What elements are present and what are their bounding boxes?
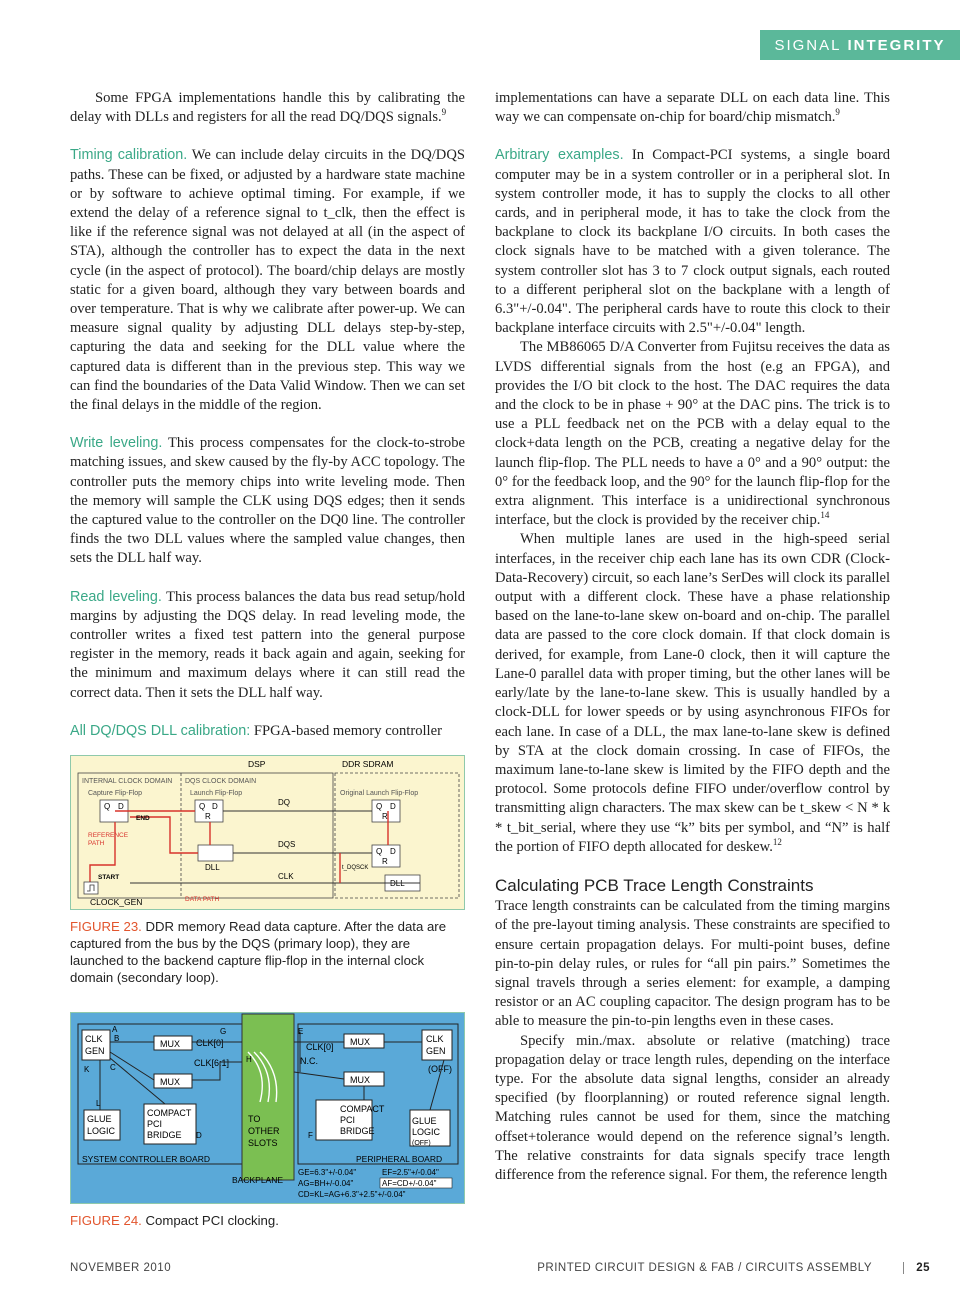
all-dll-paragraph: All DQ/DQS DLL calibration: FPGA-based memory controller — [70, 722, 442, 739]
svg-text:C: C — [110, 1063, 116, 1073]
figure-23-label: FIGURE 23. — [70, 919, 142, 935]
svg-text:MUX: MUX — [350, 1075, 370, 1086]
trace-paragraph: Trace length constraints can be calculated from the timing margins of the pre-layout timing analysis. These constraints are specified to ensure certain propagation delays. For multi-point buses, define pin-to-pin delay rules, or rules for “all pin pairs.” Sometimes the signal travels through a series element: for example, a damping resistor or an AC coupling capacitor. The design program has to be able to measure the pin-to-pin lengths even in these cases. — [495, 898, 890, 1030]
svg-text:START: START — [98, 874, 120, 882]
right-intro-paragraph: implementations can have a separate DLL on each data line. This way we can compensate on-chip for board/chip mismatch.$^9$ — [495, 90, 890, 126]
svg-text:H: H — [246, 1055, 252, 1065]
svg-text:Q: Q — [376, 847, 383, 857]
svg-text:LOGIC: LOGIC — [412, 1127, 441, 1138]
svg-text:MUX: MUX — [160, 1039, 180, 1050]
svg-text:CD=KL=AG+6.3"+2.5"+/-0.04": CD=KL=AG+6.3"+2.5"+/-0.04" — [298, 1190, 406, 1200]
left-column — [70, 89, 465, 1229]
svg-text:CLOCK_GEN: CLOCK_GEN — [90, 897, 143, 908]
svg-text:INTERNAL CLOCK DOMAIN: INTERNAL CLOCK DOMAIN — [82, 778, 173, 786]
section-tab — [760, 30, 960, 60]
svg-text:Q: Q — [104, 802, 111, 812]
svg-text:DATA PATH: DATA PATH — [185, 896, 220, 904]
figure-24-diagram — [70, 1012, 465, 1204]
svg-text:PCI: PCI — [147, 1119, 163, 1130]
svg-text:BRIDGE: BRIDGE — [147, 1130, 182, 1141]
svg-text:D: D — [390, 802, 396, 812]
svg-text:LOGIC: LOGIC — [87, 1126, 116, 1137]
svg-text:K: K — [84, 1065, 90, 1075]
figure-24-caption: FIGURE 24. Compact PCI clocking. — [70, 1213, 279, 1229]
svg-text:B: B — [114, 1034, 120, 1044]
svg-text:PCI: PCI — [340, 1115, 356, 1126]
svg-text:DQS: DQS — [278, 840, 296, 850]
lanes-paragraph: When multiple lanes are used in the high-speed serial interfaces, in the receiver chip each lane has its own CDR (Clock-Data-Recovery) circuit, so each lane’s SerDes will clock its parallel output with a different clock. These have a phase relationship based on the lane-to-lane skew on-board and on-chip. The parallel data are passed to the core clock domain. If that clock domain is derived, for example, from Lane-0 clock, then it will capture the Lane-0 parallel data with proper timing, but the other lanes will be early/late by the lane-to-lane skew. This is usually handled by a clock-DLL for lower speeds or by using asynchronous FIFOs for each lane. In case of a DLL, the max lane-to-lane skew is defined by STA at the clock domain crossing. In case of FIFOs, the maximum lane-to-lane skew is limited by the FIFO depth and the protocol. Some protocols define FIFO under/overflow control by transmitting align characters. The max skew can be t_skew < N * k * t_bit_serial, where they use “k” bits per symbol, and “N” is half the portion of FIFO depth allocated for deskew.$^{12}$ — [495, 531, 890, 855]
svg-text:AF=CD+/-0.04": AF=CD+/-0.04" — [382, 1179, 437, 1189]
svg-text:PERIPHERAL BOARD: PERIPHERAL BOARD — [356, 1154, 443, 1165]
section-tab-light: SIGNAL — [774, 36, 842, 54]
svg-text:R: R — [382, 812, 388, 822]
svg-text:GE=6.3"+/-0.04": GE=6.3"+/-0.04" — [298, 1168, 357, 1178]
read-paragraph: Read leveling. This process balances the data bus read setup/hold margins by adjusting the DQS delay. In read leveling mode, the controller writes a fixed test pattern into the general purpose register in the memory, reads it back again and again, seeking for the minimum and maximum delays where it can still read the correct data. Then it sets the DLL half way. — [70, 588, 465, 701]
svg-text:DQS CLOCK DOMAIN: DQS CLOCK DOMAIN — [185, 778, 257, 786]
all-dll-heading: All DQ/DQS DLL calibration: — [70, 722, 251, 739]
svg-text:CLK[6:1]: CLK[6:1] — [194, 1058, 230, 1069]
svg-text:SLOTS: SLOTS — [248, 1138, 278, 1149]
page-number: 25 — [903, 1262, 930, 1274]
right-column — [495, 89, 890, 1185]
svg-text:DLL: DLL — [205, 863, 220, 873]
section-heading: Calculating PCB Trace Length Constraints — [495, 875, 814, 895]
svg-text:TO: TO — [248, 1114, 261, 1125]
svg-text:GEN: GEN — [85, 1046, 105, 1057]
svg-text:PATH: PATH — [88, 840, 105, 848]
svg-text:t_DQSCK: t_DQSCK — [342, 865, 369, 872]
figure-23-diagram — [70, 755, 465, 910]
svg-text:BACKPLANE: BACKPLANE — [232, 1175, 284, 1186]
svg-text:R: R — [205, 812, 211, 822]
svg-text:R: R — [382, 857, 388, 867]
svg-text:CLK: CLK — [278, 872, 294, 882]
figure-24-label: FIGURE 24. — [70, 1213, 142, 1229]
intro-paragraph: Some FPGA implementations handle this by calibrating the delay with DLLs and registers for all the read DQ/DQS signals.$^9$ — [70, 90, 465, 126]
timing-heading: Timing calibration. — [70, 147, 188, 164]
svg-text:D: D — [118, 802, 124, 812]
svg-text:DLL: DLL — [390, 879, 405, 889]
arbitrary-heading: Arbitrary examples. — [495, 147, 624, 164]
svg-text:F: F — [308, 1131, 313, 1141]
svg-text:D: D — [196, 1131, 202, 1141]
svg-text:BRIDGE: BRIDGE — [340, 1126, 375, 1137]
svg-text:AG=BH+/-0.04": AG=BH+/-0.04" — [298, 1179, 354, 1189]
svg-text:N.C.: N.C. — [300, 1056, 318, 1067]
svg-text:Q: Q — [199, 802, 206, 812]
figure-23 — [70, 755, 465, 986]
read-heading: Read leveling. — [70, 588, 162, 605]
timing-paragraph: Timing calibration. We can include delay circuits in the DQ/DQS paths. These can be fixed, or adjusted by a hardware state machine or by software to achieve optimal timing. For example, if we extend the delay of a reference signal to t_clk, then the effect is like if the reference signal was not delayed at all (in the aspect of STA), although the controller has to expect the data in the next cycle (in the aspect of protocol). The board/chip delays are mostly static for a given board, although they vary between boards and over temperature. That is why we calibrate after power-up. We can measure signal quality by adjusting DLL delays step-by-step, capturing the data and seeking for the DLL value where the captured data is different than in the previous step. This way we can find the boundaries of the Data Valid Window. Then we can set the final delays in the middle of the region. — [70, 147, 465, 414]
svg-text:CLK: CLK — [426, 1034, 444, 1045]
svg-text:A: A — [112, 1025, 118, 1035]
svg-text:COMPACT: COMPACT — [147, 1108, 192, 1119]
svg-text:D: D — [390, 847, 396, 857]
svg-text:EF=2.5"+/-0.04": EF=2.5"+/-0.04" — [382, 1168, 439, 1178]
svg-text:Q: Q — [376, 802, 383, 812]
svg-text:GEN: GEN — [426, 1046, 446, 1057]
svg-text:(OFF): (OFF) — [412, 1140, 431, 1148]
svg-text:SYSTEM CONTROLLER BOARD: SYSTEM CONTROLLER BOARD — [82, 1154, 210, 1165]
svg-text:Launch Flip-Flop: Launch Flip-Flop — [190, 790, 243, 798]
svg-text:OTHER: OTHER — [248, 1126, 280, 1137]
svg-text:MUX: MUX — [160, 1077, 180, 1088]
svg-text:GLUE: GLUE — [87, 1114, 112, 1125]
svg-text:CLK: CLK — [85, 1034, 103, 1045]
specify-paragraph: Specify min./max. absolute or relative (matching) trace propagation delay or trace length rules, depending on the interface type. For the absolute data signal lengths, consider an already specified (by floorplanning) or routed reference signal length. Matching rules cannot be used for them, since the matching offset+tolerance would depend on the reference signal’s length. The relative constraints for data signals specify trace length difference from the reference signal. For them, the reference length — [495, 1032, 890, 1183]
svg-text:(OFF): (OFF) — [428, 1064, 452, 1075]
svg-text:Capture Flip-Flop: Capture Flip-Flop — [88, 790, 143, 798]
svg-text:REFERENCE: REFERENCE — [88, 832, 129, 840]
svg-text:CLK[0]: CLK[0] — [196, 1038, 224, 1049]
svg-text:END: END — [136, 815, 150, 823]
svg-text:DSP: DSP — [248, 759, 266, 770]
svg-text:DQ: DQ — [278, 798, 290, 808]
svg-text:G: G — [220, 1027, 227, 1037]
page-footer — [70, 1262, 930, 1274]
write-heading: Write leveling. — [70, 435, 163, 452]
svg-text:DDR SDRAM: DDR SDRAM — [342, 759, 394, 770]
section-tab-bold: INTEGRITY — [847, 36, 946, 54]
figure-23-caption: FIGURE 23. DDR memory Read data capture. After the data are captured from the bus by the DQS (primary loop), they are launched to the backend capture flip-flop in the internal clock domain (secondary loop). — [70, 919, 447, 986]
footer-publication: PRINTED CIRCUIT DESIGN & FAB / CIRCUITS ASSEMBLY — [537, 1262, 872, 1274]
svg-text:D: D — [212, 802, 218, 812]
svg-text:E: E — [298, 1027, 304, 1037]
svg-text:Original Launch Flip-Flop: Original Launch Flip-Flop — [340, 790, 419, 798]
footer-date: NOVEMBER 2010 — [70, 1262, 172, 1274]
figure-24 — [70, 1012, 465, 1229]
svg-text:CLK[0]: CLK[0] — [306, 1042, 334, 1053]
svg-text:COMPACT: COMPACT — [340, 1104, 385, 1115]
svg-text:L: L — [96, 1099, 101, 1109]
svg-text:MUX: MUX — [350, 1037, 370, 1048]
write-paragraph: Write leveling. This process compensates for the clock-to-strobe matching issues, and skew caused by the fly-by ACC topology. The controller puts the memory chips into write leveling mode. Then the memory will sample the CLK using DQS edges; then it sends the captured value to the controller on the DQ0 line. The controller finds the two DLL values where the sampled value changes, then sets the DLL half way. — [70, 435, 465, 567]
mb86065-paragraph: The MB86065 D/A Converter from Fujitsu receives the data as LVDS differential signals from the host (e.g an FPGA), and provides the I/O bit clock to the host. The DAC requires the data and the clock to be in phase + 90° at the DAC pins. The trick is to use a PLL feedback net on the PCB with a delay equal to the clock+data length on the PCB, creating a negative delay for the launch flip-flop. The PLL needs to have a 0° and a 90° output: the 0° for the feedback loop, and the 90° for the launch flip-flop for the extra alignment. This interface is a unidirectional synchronous interface, but the clock is provided by the receiver chip.$^{14}$ — [495, 339, 890, 529]
arbitrary-paragraph: Arbitrary examples. In Compact-PCI systems, a single board computer may be in a system controller or in a peripheral slot. In system controller mode, it has to supply the clocks to all other cards, and in peripheral mode, it has to take the clock from the backplane to clock its backplane I/O circuits. In both cases the clock signals have to be matched with a given tolerance. The system controller slot has 3 to 7 clock output signals, each routed to a different peripheral slot on the backplane with a length of 6.3"+/-0.04". The peripheral cards have to route this clock to their backplane interface circuits with 2.5"+/-0.04" length. — [495, 147, 890, 337]
svg-text:GLUE: GLUE — [412, 1116, 437, 1127]
